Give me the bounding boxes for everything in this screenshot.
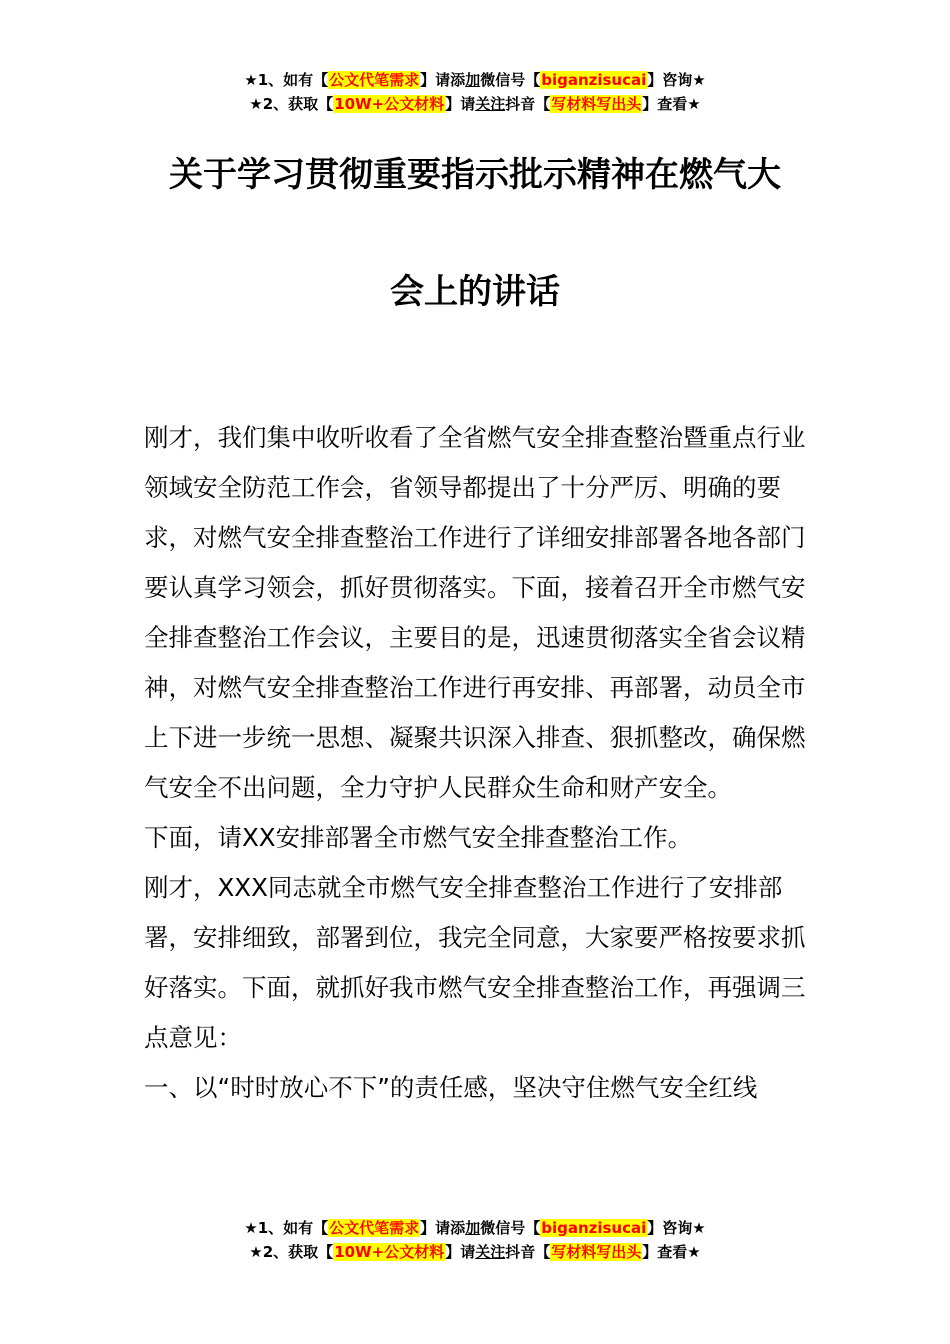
section-heading-1: 一、以“时时放心不下”的责任感，坚决守住燃气安全红线 xyxy=(144,1073,758,1102)
banner-text: 】请添 xyxy=(420,1219,466,1237)
banner-text: 抖音【 xyxy=(505,95,551,113)
banner-text: 抖音【 xyxy=(505,1243,551,1261)
banner-text: 】请添 xyxy=(420,71,466,89)
banner-text: 微信号【 xyxy=(480,1219,541,1237)
banner-highlight-materials: 10W+公文材料 xyxy=(334,1243,445,1261)
document-body xyxy=(144,413,809,1113)
banner-text: 】咨询★ xyxy=(647,1219,706,1237)
banner-highlight-douyin: 写材料写出头 xyxy=(551,95,642,113)
paragraph-intro: 刚才，我们集中收听收看了全省燃气安全排查整治暨重点行业领域安全防范工作会，省领导都提出了十分严厉、明确的要求，对燃气安全排查整治工作进行了详细安排部署各地各部门要认真学习领会，抓好贯彻落实。下面，接着召开全市燃气安全排查整治工作会议，主要目的是，迅速贯彻落实全省会议精神，对燃气安全排查整治工作进行再安排、再部署，动员全市上下进一步统一思想、凝聚共识深入排查、狠抓整改，确保燃气安全不出问题，全力守护人民群众生命和财产安全。 xyxy=(144,423,806,802)
header-banner xyxy=(0,68,950,116)
banner-text: 】查看★ xyxy=(642,95,701,113)
banner-highlight-douyin: 写材料写出头 xyxy=(551,1243,642,1261)
banner-text: ★1、如有【 xyxy=(244,71,329,89)
banner-highlight-materials: 10W+公文材料 xyxy=(334,95,445,113)
banner-underline-text: 加 xyxy=(465,1219,481,1237)
paragraph-arrangement: 下面，请XX安排部署全市燃气安全排查整治工作。 xyxy=(144,823,693,852)
banner-underline-text: 加 xyxy=(465,71,481,89)
banner-text: ★2、获取【 xyxy=(249,1243,334,1261)
document-title-line-1: 关于学习贯彻重要指示批示精神在燃气大 xyxy=(169,155,781,195)
banner-highlight-wechat: biganzisucai xyxy=(541,71,647,89)
banner-line-2 xyxy=(0,92,950,116)
banner-underline-text: 关注 xyxy=(475,1243,506,1261)
banner-highlight-service: 公文代笔需求 xyxy=(329,1219,420,1237)
banner-line-1 xyxy=(0,1216,950,1240)
banner-text: 】请 xyxy=(445,1243,476,1261)
banner-text: 】咨询★ xyxy=(647,71,706,89)
banner-line-1 xyxy=(0,68,950,92)
banner-text: ★1、如有【 xyxy=(244,1219,329,1237)
banner-text: ★2、获取【 xyxy=(249,95,334,113)
banner-text: 】查看★ xyxy=(642,1243,701,1261)
banner-highlight-service: 公文代笔需求 xyxy=(329,71,420,89)
banner-line-2 xyxy=(0,1240,950,1264)
document-title-line-2: 会上的讲话 xyxy=(390,272,560,312)
banner-highlight-wechat: biganzisucai xyxy=(541,1219,647,1237)
footer-banner xyxy=(0,1216,950,1264)
banner-text: 】请 xyxy=(445,95,476,113)
banner-text: 微信号【 xyxy=(480,71,541,89)
paragraph-opinions: 刚才，XXX同志就全市燃气安全排查整治工作进行了安排部署，安排细致，部署到位，我完全同意，大家要严格按要求抓好落实。下面，就抓好我市燃气安全排查整治工作，再强调三点意见： xyxy=(144,873,806,1052)
banner-underline-text: 关注 xyxy=(475,95,506,113)
